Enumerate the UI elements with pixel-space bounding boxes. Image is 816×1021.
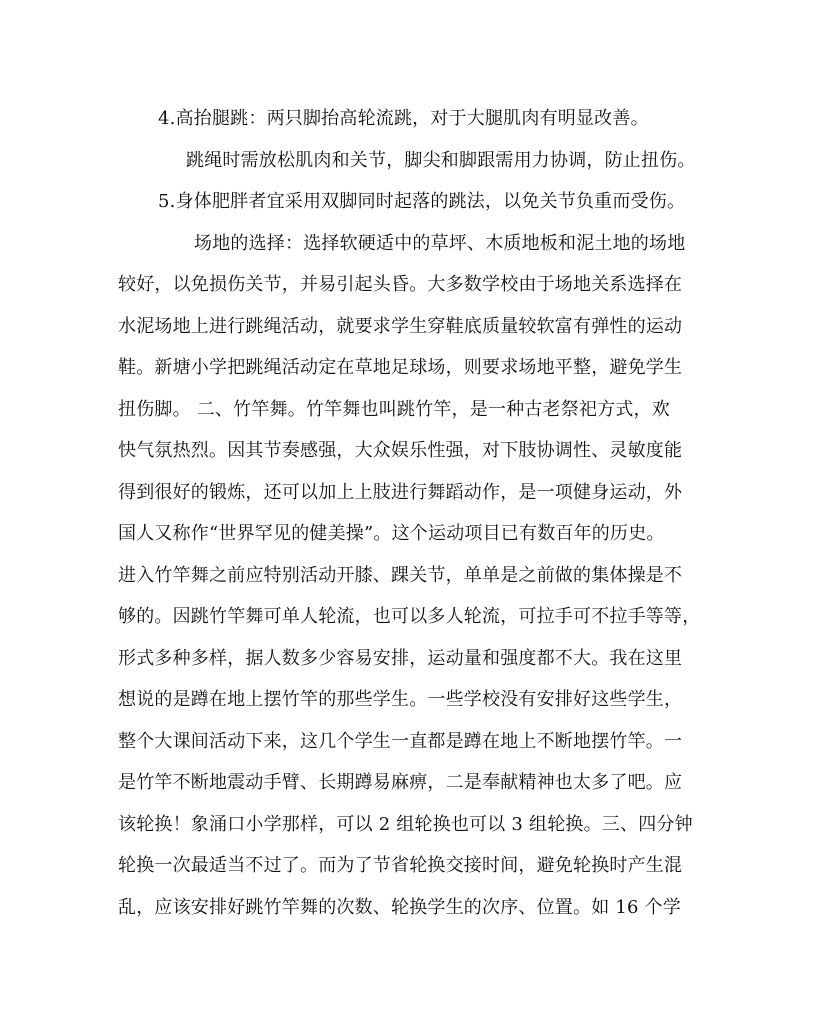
text-line-10: 得到很好的锻炼，还可以加上上肢进行舞蹈动作，是一项健身运动，外 (118, 482, 683, 503)
text-line-6: 水泥场地上进行跳绳活动，就要求学生穿鞋底质量较软富有弹性的运动 (118, 316, 683, 337)
text-line-20: 乱，应该安排好跳竹竿舞的次数、轮换学生的次序、位置。如 16 个学 (118, 897, 681, 918)
text-line-17: 是竹竿不断地震动手臂、长期蹲易麻痹，二是奉献精神也太多了吧。应 (118, 772, 683, 793)
text-line-13: 够的。因跳竹竿舞可单人轮流，也可以多人轮流，可拉手可不拉手等等， (118, 606, 701, 627)
text-line-3: 5.身体肥胖者宜采用双脚同时起落的跳法，以免关节负重而受伤。 (158, 191, 686, 212)
text-line-7: 鞋。新塘小学把跳绳活动定在草地足球场，则要求场地平整，避免学生 (118, 357, 683, 378)
text-line-15: 想说的是蹲在地上摆竹竿的那些学生。一些学校没有安排好这些学生， (118, 689, 683, 710)
text-line-14: 形式多种多样，据人数多少容易安排，运动量和强度都不大。我在这里 (118, 648, 683, 669)
text-line-5: 较好，以免损伤关节，并易引起头昏。大多数学校由于场地关系选择在 (118, 274, 683, 295)
text-line-2: 跳绳时需放松肌肉和关节，脚尖和脚跟需用力协调，防止扭伤。 (186, 150, 696, 171)
text-line-18: 该轮换！象涌口小学那样，可以 2 组轮换也可以 3 组轮换。三、四分钟 (118, 814, 693, 835)
text-line-1: 4.高抬腿跳：两只脚抬高轮流跳，对于大腿肌肉有明显改善。 (158, 108, 649, 129)
text-line-19: 轮换一次最适当不过了。而为了节省轮换交接时间，避免轮换时产生混 (118, 855, 683, 876)
text-line-16: 整个大课间活动下来，这几个学生一直都是蹲在地上不断地摆竹竿。一 (118, 731, 683, 752)
text-line-9: 快气氛热烈。因其节奏感强，大众娱乐性强，对下肢协调性、灵敏度能 (118, 440, 683, 461)
text-line-12: 进入竹竿舞之前应特别活动开膝、踝关节，单单是之前做的集体操是不 (118, 565, 683, 586)
text-line-8: 扭伤脚。 二、竹竿舞。竹竿舞也叫跳竹竿，是一种古老祭祀方式，欢 (118, 399, 670, 420)
text-line-4: 场地的选择：选择软硬适中的草坪、木质地板和泥土地的场地 (194, 233, 686, 254)
text-line-11: 国人又称作“世界罕见的健美操”。这个运动项目已有数百年的历史。 (118, 523, 665, 544)
